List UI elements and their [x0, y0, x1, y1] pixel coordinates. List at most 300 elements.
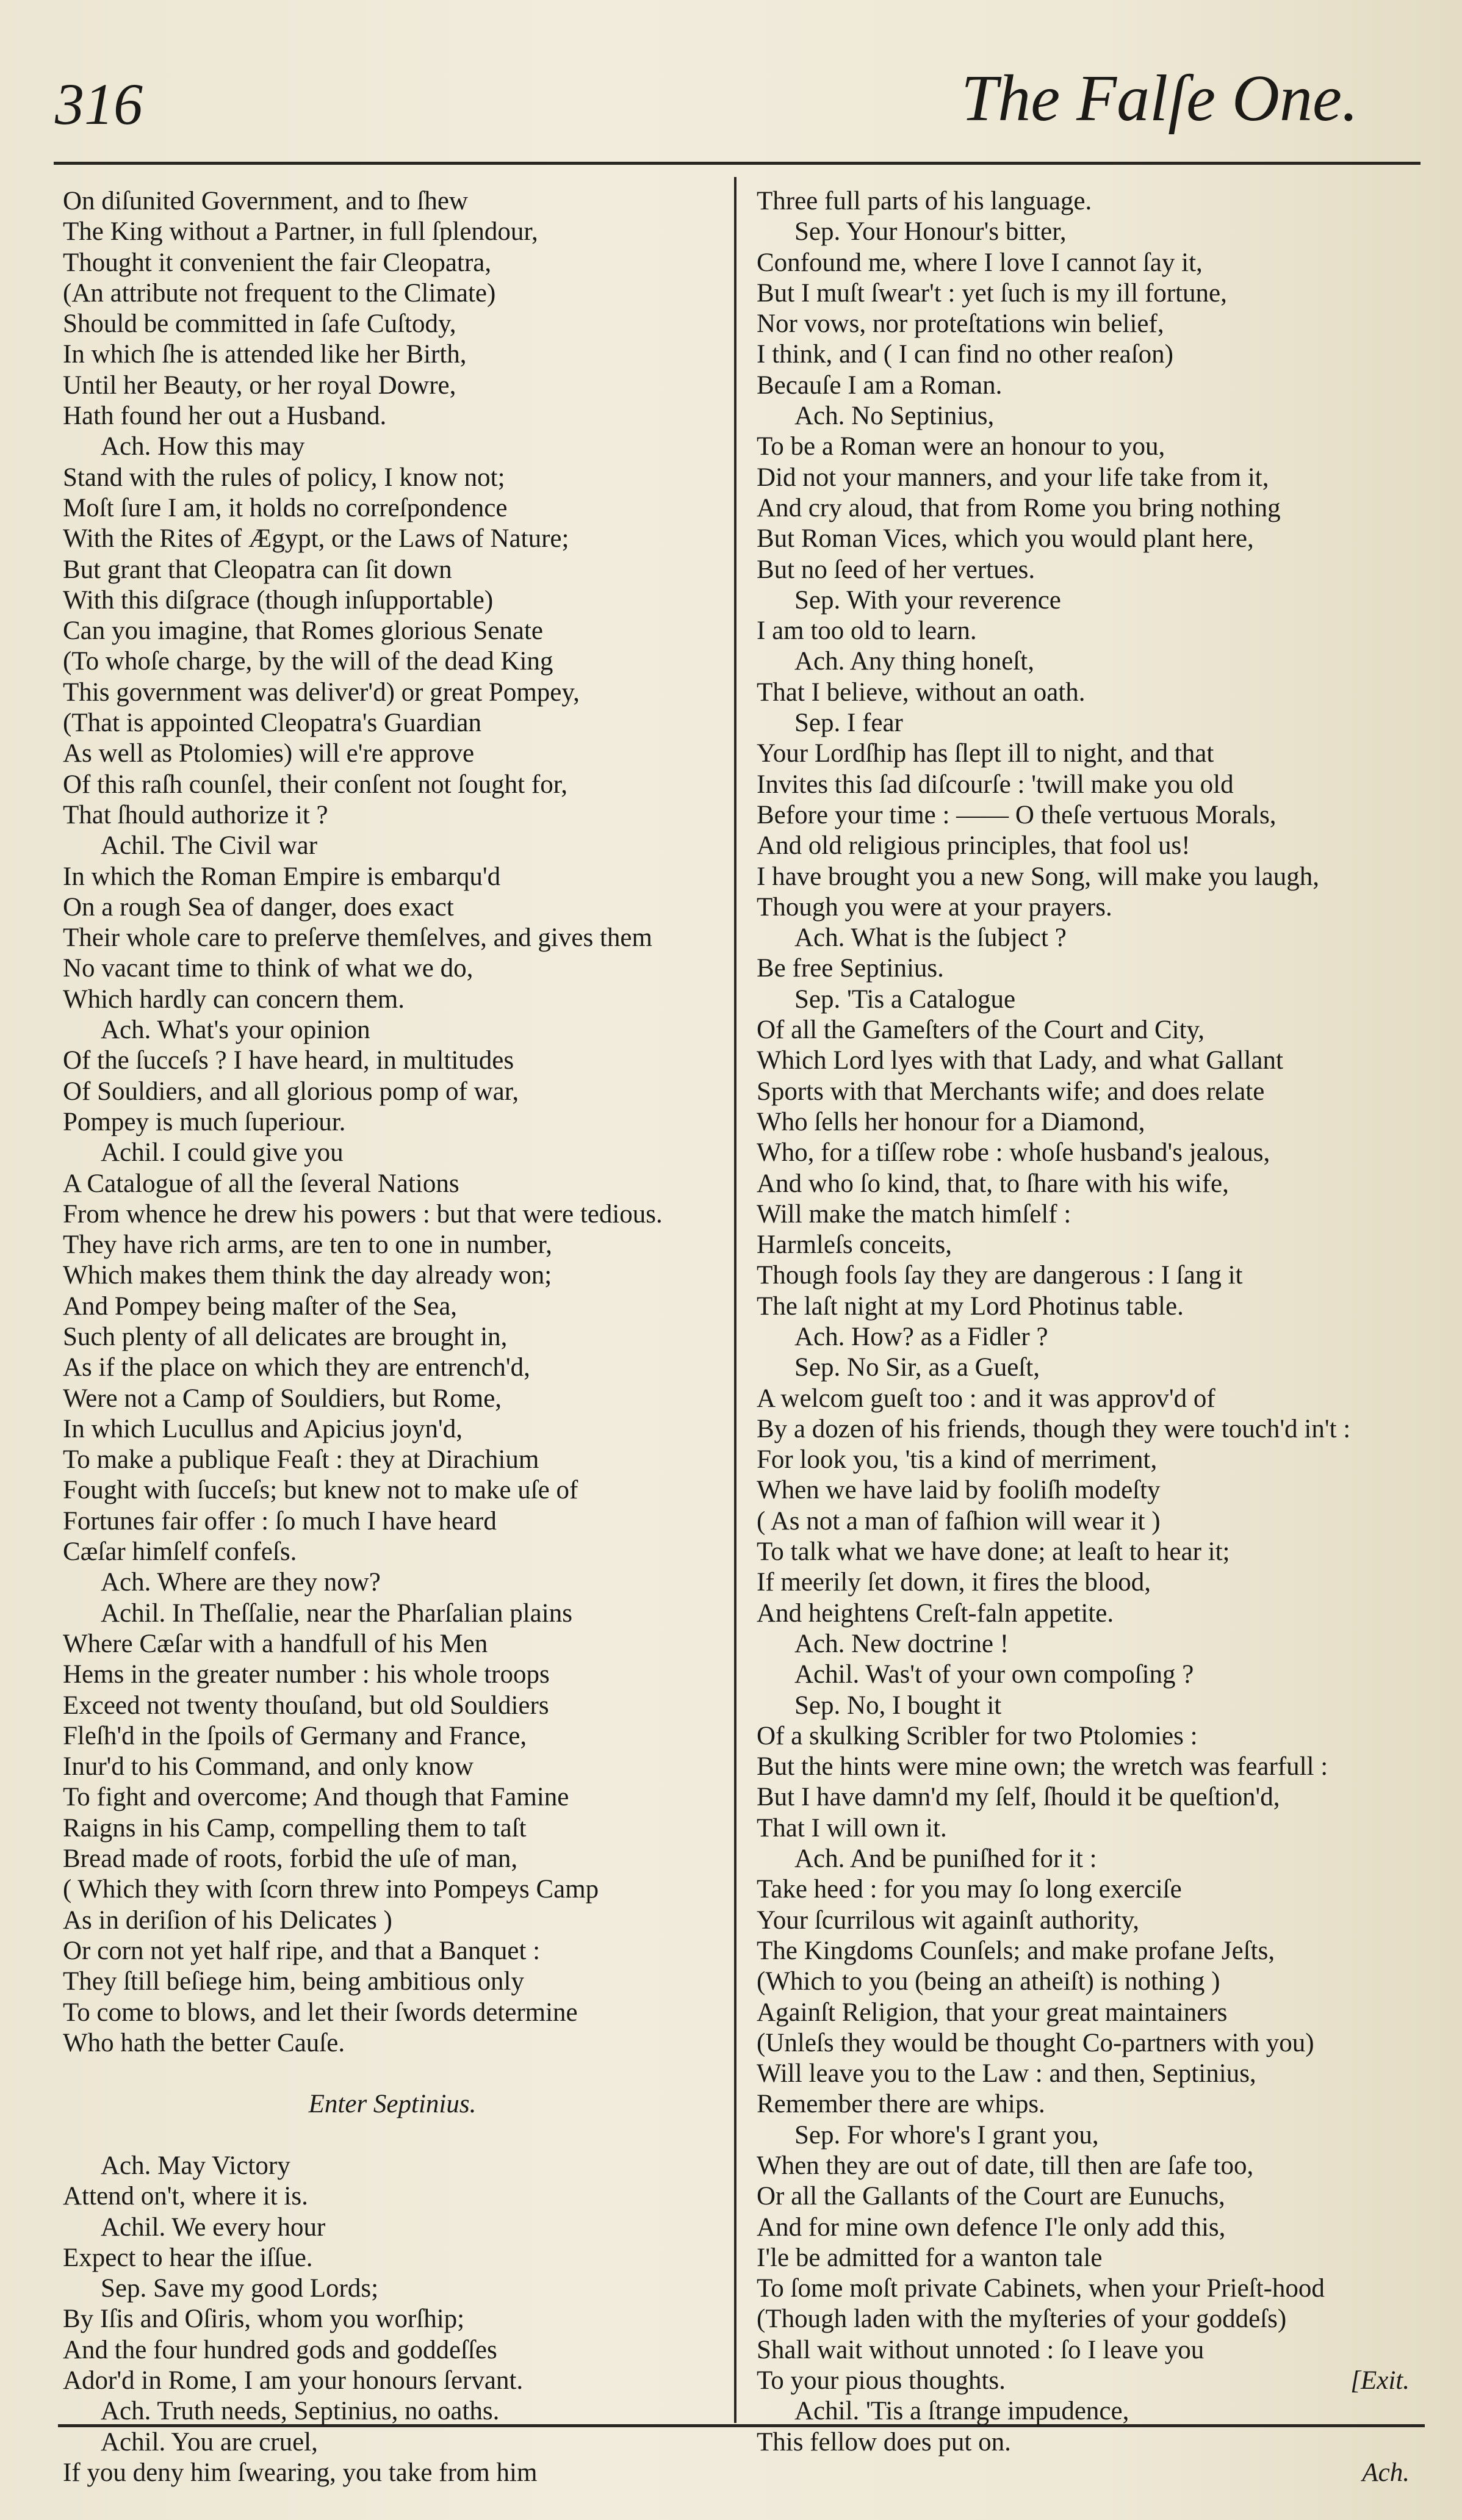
- line-text: Bread made of roots, forbid the uſe of man,: [63, 1844, 518, 1874]
- text-line: [63, 1138, 722, 1168]
- text-line: [63, 1291, 722, 1322]
- line-text: Becauſe I am a Roman.: [757, 370, 1003, 400]
- line-text: If you deny him ſwearing, you take from him: [63, 2458, 538, 2487]
- line-text: Be free Septinius.: [757, 954, 944, 983]
- text-line: [63, 370, 722, 401]
- line-text: Of the ſucceſs ? I have heard, in multitudes: [63, 1046, 514, 1075]
- text-line: [63, 616, 722, 646]
- text-line: [757, 1659, 1416, 1690]
- text-line: [757, 2120, 1416, 2151]
- line-text: And Pompey being maſter of the Sea,: [63, 1291, 458, 1321]
- text-line: [757, 1629, 1416, 1659]
- text-line: [757, 1998, 1416, 2028]
- line-text: This government was deliver'd) or great Pompey,: [63, 677, 580, 707]
- text-line: [63, 463, 722, 493]
- line-text: Ach. Where are they now?: [101, 1568, 381, 1597]
- line-text: They have rich arms, are ten to one in number,: [63, 1230, 552, 1260]
- text-line: [63, 1384, 722, 1414]
- line-text: Ach. Any thing honeſt,: [794, 647, 1034, 676]
- line-text: Enter Septinius.: [308, 2090, 477, 2119]
- text-line: [757, 401, 1416, 431]
- text-line: [757, 708, 1416, 738]
- line-text: Cæſar himſelf confeſs.: [63, 1537, 297, 1567]
- text-line: [63, 1874, 722, 1905]
- text-line: [757, 217, 1416, 247]
- text-line: [757, 493, 1416, 524]
- text-line: [757, 800, 1416, 831]
- text-line: [63, 1260, 722, 1291]
- text-line: [63, 1169, 722, 1199]
- line-text: Sports with that Merchants wife; and does relate: [757, 1077, 1265, 1106]
- text-line: [63, 2059, 722, 2089]
- column-divider: [734, 177, 736, 2423]
- text-line: [757, 2335, 1416, 2366]
- text-line: [757, 1752, 1416, 1782]
- text-line: [757, 1107, 1416, 1138]
- line-text: That I will own it.: [757, 1813, 947, 1843]
- text-line: [757, 278, 1416, 309]
- text-line: [757, 738, 1416, 769]
- line-text: Though you were at your prayers.: [757, 892, 1112, 922]
- text-line: [757, 339, 1416, 370]
- line-text: Were not a Camp of Souldiers, but Rome,: [63, 1384, 502, 1413]
- text-line: [757, 1169, 1416, 1199]
- line-text: Your Lordſhip has ſlept ill to night, and that: [757, 739, 1214, 768]
- line-text: I'le be admitted for a wanton tale: [757, 2243, 1103, 2272]
- line-text: Which hardly can concern them.: [63, 984, 405, 1014]
- text-line: [63, 770, 722, 800]
- text-line: [757, 1537, 1416, 1567]
- line-text: Ach. Truth needs, Septinius, no oaths.: [101, 2397, 500, 2426]
- line-text: To come to blows, and let their ſwords determine: [63, 1998, 578, 2027]
- line-text: Sep. I fear: [794, 709, 903, 738]
- text-line: [63, 2120, 722, 2151]
- text-line: [63, 1475, 722, 1506]
- line-text: Though fools ſay they are dangerous : I ſang it: [757, 1261, 1243, 1290]
- text-line: [63, 677, 722, 708]
- text-line: [757, 984, 1416, 1015]
- line-text: Hath found her out a Husband.: [63, 402, 387, 431]
- text-line: [63, 2335, 722, 2366]
- text-line: [63, 2273, 722, 2304]
- text-line: [757, 1015, 1416, 1045]
- text-line: [757, 1138, 1416, 1168]
- text-line: [63, 862, 722, 892]
- text-line: [757, 1475, 1416, 1506]
- line-text: Of all the Gameſters of the Court and City,: [757, 1016, 1205, 1045]
- text-line: [63, 217, 722, 247]
- line-text: Who, for a tiſſew robe : whoſe husband's jealous,: [757, 1138, 1270, 1168]
- line-text: Can you imagine, that Romes glorious Senate: [63, 616, 544, 646]
- text-line: [757, 2089, 1416, 2120]
- line-text: Who hath the better Cauſe.: [63, 2028, 345, 2057]
- text-line: [63, 339, 722, 370]
- line-text: Ach. How? as a Fidler ?: [794, 1322, 1048, 1351]
- line-text: Achil. Was't of your own compoſing ?: [794, 1660, 1194, 1689]
- text-line: [757, 1691, 1416, 1721]
- top-rule: [54, 162, 1421, 165]
- text-line: [63, 2212, 722, 2243]
- line-text: Until her Beauty, or her royal Dowre,: [63, 370, 456, 400]
- text-line: [757, 1813, 1416, 1844]
- text-line: [757, 1384, 1416, 1414]
- text-line: [63, 2366, 722, 2396]
- line-text: Will make the match himſelf :: [757, 1199, 1071, 1229]
- line-text: As if the place on which they are entrench'd,: [63, 1353, 530, 1382]
- line-text: With this diſgrace (though inſupportable): [63, 585, 494, 615]
- text-line: [63, 1199, 722, 1230]
- line-text: I have brought you a new Song, will make you laugh,: [757, 862, 1319, 891]
- line-text: Fought with ſucceſs; but knew not to make uſe of: [63, 1476, 578, 1505]
- line-text: Confound me, where I love I cannot ſay it,: [757, 248, 1203, 277]
- text-line: [757, 923, 1416, 953]
- line-text: And old religious principles, that fool us!: [757, 831, 1190, 861]
- line-text: In which ſhe is attended like her Birth,: [63, 340, 467, 369]
- text-line: [757, 2273, 1416, 2304]
- line-text: Of this raſh counſel, their conſent not ſought for,: [63, 770, 568, 799]
- line-text: In which Lucullus and Apicius joyn'd,: [63, 1414, 463, 1443]
- text-line: [757, 1230, 1416, 1260]
- text-line: [63, 1782, 722, 1813]
- line-text: Raigns in his Camp, compelling them to taſt: [63, 1813, 527, 1843]
- text-line: [63, 892, 722, 923]
- text-line: [63, 248, 722, 278]
- text-line: [63, 2304, 722, 2334]
- text-line: [757, 2304, 1416, 2334]
- text-line: [757, 463, 1416, 493]
- text-line: [757, 248, 1416, 278]
- line-text: The Kingdoms Counſels; and make profane Jeſts,: [757, 1936, 1275, 1965]
- line-text: Where Cæſar with a handfull of his Men: [63, 1629, 488, 1658]
- text-line: [757, 1598, 1416, 1629]
- line-text: On a rough Sea of danger, does exact: [63, 892, 454, 922]
- line-text: But I muſt ſwear't : yet ſuch is my ill fortune,: [757, 278, 1227, 308]
- text-line: [757, 186, 1416, 217]
- line-text: With the Rites of Ægypt, or the Laws of Nature;: [63, 524, 569, 554]
- line-text: Attend on't, where it is.: [63, 2182, 308, 2211]
- line-text: Nor vows, nor proteſtations win belief,: [757, 309, 1164, 339]
- line-text: As well as Ptolomies) will e're approve: [63, 739, 475, 768]
- line-text: And for mine own defence I'le only add this,: [757, 2212, 1226, 2242]
- text-line: [63, 1567, 722, 1598]
- line-text: (An attribute not frequent to the Climate): [63, 278, 496, 308]
- line-text: And the four hundred gods and goddeſſes: [63, 2335, 497, 2364]
- line-text: But Roman Vices, which you would plant here,: [757, 524, 1254, 554]
- text-line: [63, 1045, 722, 1076]
- exit-direction: [Exit.: [1350, 2366, 1410, 2395]
- line-text: (Though laden with the myſteries of your goddeſs): [757, 2305, 1287, 2334]
- text-line: [63, 1598, 722, 1629]
- text-line: [63, 953, 722, 984]
- line-text: Fleſh'd in the ſpoils of Germany and France,: [63, 1721, 527, 1750]
- line-text: To fight and overcome; And though that Famine: [63, 1783, 569, 1812]
- line-text: Will leave you to the Law : and then, Septinius,: [757, 2059, 1256, 2089]
- line-text: On diſunited Government, and to ſhew: [63, 187, 468, 215]
- text-line: [63, 1752, 722, 1782]
- line-text: Fortunes fair offer : ſo much I have heard: [63, 1506, 497, 1536]
- line-text: Ach. May Victory: [101, 2151, 290, 2180]
- line-text: Achil. We every hour: [101, 2212, 326, 2242]
- line-text: But the hints were mine own; the wretch was fearfull :: [757, 1752, 1328, 1782]
- text-line: [757, 953, 1416, 984]
- line-text: Sep. No Sir, as a Gueſt,: [794, 1353, 1040, 1382]
- line-text: Stand with the rules of policy, I know not;: [63, 463, 505, 492]
- text-line: [757, 2151, 1416, 2181]
- text-line: [757, 646, 1416, 677]
- text-line: [757, 1567, 1416, 1598]
- line-text: When we have laid by fooliſh modeſty: [757, 1476, 1161, 1505]
- line-text: The King without a Partner, in full ſplendour,: [63, 217, 538, 247]
- line-text: ( As not a man of faſhion will wear it ): [757, 1506, 1161, 1536]
- line-text: (To whoſe charge, by the will of the dead King: [63, 647, 553, 676]
- text-line: [757, 1874, 1416, 1905]
- text-line: [63, 1506, 722, 1537]
- text-line: [63, 2458, 722, 2488]
- line-text: To ſome moſt private Cabinets, when your Prieſt-hood: [757, 2274, 1325, 2303]
- text-line: [63, 1230, 722, 1260]
- line-text: Achil. In Theſſalie, near the Pharſalian plains: [101, 1598, 572, 1628]
- text-line: [63, 1721, 722, 1752]
- line-text: That ſhould authorize it ?: [63, 800, 328, 829]
- text-line: [63, 2427, 722, 2458]
- text-line: [757, 616, 1416, 646]
- text-line: [63, 646, 722, 677]
- text-line: [757, 2243, 1416, 2273]
- line-text: Achil. The Civil war: [101, 831, 318, 861]
- line-text: Invites this ſad diſcourſe : 'twill make you old: [757, 770, 1234, 799]
- line-text: Expect to hear the iſſue.: [63, 2243, 313, 2272]
- running-title: The Falſe One.: [961, 62, 1358, 135]
- line-text: Achil. 'Tis a ſtrange impudence,: [794, 2397, 1129, 2426]
- text-line: [757, 1077, 1416, 1107]
- left-column: [63, 186, 722, 2488]
- text-line: [757, 892, 1416, 923]
- line-text: But no ſeed of her vertues.: [757, 555, 1035, 584]
- line-text: But grant that Cleopatra can ſit down: [63, 555, 452, 584]
- text-line: [757, 1352, 1416, 1383]
- line-text: Thought it convenient the fair Cleopatra,: [63, 248, 492, 277]
- line-text: From whence he drew his powers : but that were tedious.: [63, 1199, 663, 1229]
- text-line: [757, 1199, 1416, 1230]
- text-line: [757, 2059, 1416, 2089]
- text-line: [63, 493, 722, 524]
- text-line: [757, 770, 1416, 800]
- line-text: Of a skulking Scribler for two Ptolomies :: [757, 1721, 1198, 1750]
- line-text: Pompey is much ſuperiour.: [63, 1107, 346, 1136]
- text-line: [757, 1905, 1416, 1936]
- text-line: [63, 1936, 722, 1966]
- line-text: Achil. You are cruel,: [101, 2427, 318, 2457]
- line-text: And cry aloud, that from Rome you bring nothing: [757, 493, 1281, 522]
- line-text: No vacant time to think of what we do,: [63, 954, 474, 983]
- text-line: [757, 585, 1416, 616]
- text-line: [63, 2243, 722, 2273]
- line-text: By Iſis and Oſiris, whom you worſhip;: [63, 2305, 465, 2334]
- line-text: In which the Roman Empire is embarqu'd: [63, 862, 501, 891]
- text-line: [63, 2181, 722, 2212]
- text-line: [63, 1659, 722, 1690]
- line-text: Which Lord lyes with that Lady, and what Gallant: [757, 1046, 1283, 1075]
- line-text: To talk what we have done; at leaſt to hear it;: [757, 1537, 1230, 1567]
- text-line: [63, 401, 722, 431]
- line-text: Did not your manners, and your life take from it,: [757, 463, 1269, 492]
- line-text: They ſtill beſiege him, being ambitious only: [63, 1967, 524, 1996]
- text-line: [63, 2028, 722, 2059]
- text-line: [757, 831, 1416, 861]
- page-number: 316: [55, 71, 143, 137]
- line-text: Sep. Save my good Lords;: [101, 2274, 379, 2303]
- line-text: For look you, 'tis a kind of merriment,: [757, 1445, 1158, 1475]
- text-line: [757, 309, 1416, 339]
- line-text: Ach. What is the ſubject ?: [794, 923, 1067, 953]
- line-text: Sep. For whore's I grant you,: [794, 2120, 1099, 2150]
- line-text: Sep. Your Honour's bitter,: [794, 217, 1067, 247]
- line-text: Achil. I could give you: [101, 1138, 344, 1168]
- text-line: [757, 1322, 1416, 1352]
- text-line: [757, 1844, 1416, 1874]
- line-text: (Unleſs they would be thought Co-partners with you): [757, 2028, 1314, 2057]
- text-line: [757, 862, 1416, 892]
- line-text: To make a publique Feaſt : they at Dirachium: [63, 1445, 539, 1475]
- line-text: Exceed not twenty thouſand, but old Souldiers: [63, 1691, 549, 1720]
- line-text: Three full parts of his language.: [757, 187, 1092, 215]
- text-line: [757, 431, 1416, 462]
- line-text: Their whole care to preſerve themſelves, and gives them: [63, 923, 652, 953]
- right-column: [757, 186, 1416, 2488]
- line-text: Take heed : for you may ſo long exerciſe: [757, 1875, 1182, 1904]
- text-line: [757, 1721, 1416, 1752]
- text-line: [757, 1414, 1416, 1445]
- text-line: [757, 2212, 1416, 2243]
- text-line: [63, 1998, 722, 2028]
- text-line: [63, 1905, 722, 1936]
- line-text: Inur'd to his Command, and only know: [63, 1752, 474, 1782]
- text-line: [63, 585, 722, 616]
- line-text: Sep. 'Tis a Catalogue: [794, 984, 1016, 1014]
- text-line: [757, 1291, 1416, 1322]
- text-line: [757, 524, 1416, 554]
- text-line: [757, 677, 1416, 708]
- line-text: Sep. With your reverence: [794, 585, 1061, 615]
- text-line: [63, 1537, 722, 1567]
- line-text: Againſt Religion, that your great maintainers: [757, 1998, 1228, 2027]
- text-line: [63, 1107, 722, 1138]
- text-line: [63, 1445, 722, 1475]
- text-line: [757, 1045, 1416, 1076]
- line-text: Before your time : —— O theſe vertuous Morals,: [757, 800, 1277, 829]
- line-text: Your ſcurrilous wit againſt authority,: [757, 1905, 1140, 1935]
- line-text: Ach. And be puniſhed for it :: [794, 1844, 1097, 1874]
- text-line: [63, 186, 722, 217]
- text-line: [63, 1844, 722, 1874]
- text-line: [757, 1782, 1416, 1813]
- text-line: [757, 2396, 1416, 2427]
- text-line: [757, 1506, 1416, 1537]
- text-line: [757, 555, 1416, 585]
- line-text: A welcom gueſt too : and it was approv'd of: [757, 1384, 1215, 1413]
- text-line: [63, 524, 722, 554]
- line-text: I think, and ( I can find no other reaſon): [757, 340, 1173, 369]
- text-line: [63, 2089, 722, 2120]
- line-text: If meerily ſet down, it fires the blood,: [757, 1568, 1151, 1597]
- text-line: [757, 1936, 1416, 1966]
- line-text: Ador'd in Rome, I am your honours ſervant.: [63, 2366, 524, 2395]
- text-line: [63, 431, 722, 462]
- line-text: Ach. New doctrine !: [794, 1629, 1009, 1658]
- line-text: (Which to you (being an atheiſt) is nothing ): [757, 1967, 1220, 1996]
- line-text: As in deriſion of his Delicates ): [63, 1905, 392, 1935]
- text-line: [757, 2366, 1416, 2396]
- line-text: Sep. No, I bought it: [794, 1691, 1002, 1720]
- text-line: [63, 309, 722, 339]
- line-text: Which makes them think the day already won;: [63, 1261, 552, 1290]
- text-line: [63, 923, 722, 953]
- line-text: Or all the Gallants of the Court are Eunuchs,: [757, 2182, 1225, 2211]
- text-line: [63, 708, 722, 738]
- line-text: Who ſells her honour for a Diamond,: [757, 1107, 1145, 1136]
- text-line: [757, 2028, 1416, 2059]
- line-text: Shall wait without unnoted : ſo I leave you: [757, 2335, 1205, 2364]
- line-text: Remember there are whips.: [757, 2090, 1045, 2119]
- line-text: ( Which they with ſcorn threw into Pompeys Camp: [63, 1875, 599, 1904]
- line-text: Should be committed in ſafe Cuſtody,: [63, 309, 456, 339]
- text-line: [63, 555, 722, 585]
- line-text: Ach. What's your opinion: [101, 1016, 370, 1045]
- line-text: Ach. No Septinius,: [794, 402, 995, 431]
- line-text: Harmleſs conceits,: [757, 1230, 952, 1260]
- text-line: [757, 2181, 1416, 2212]
- line-text: A Catalogue of all the ſeveral Nations: [63, 1169, 459, 1198]
- text-line: [63, 1414, 722, 1445]
- line-text: (That is appointed Cleopatra's Guardian: [63, 709, 481, 738]
- line-text: Hems in the greater number : his whole troops: [63, 1660, 550, 1689]
- line-text: By a dozen of his friends, though they were touch'd in't :: [757, 1414, 1351, 1443]
- line-text: Such plenty of all delicates are brought in,: [63, 1322, 508, 1351]
- text-line: [63, 2151, 722, 2181]
- line-text: But I have damn'd my ſelf, ſhould it be queſtion'd,: [757, 1783, 1280, 1812]
- text-line: [757, 370, 1416, 401]
- text-line: [63, 1352, 722, 1383]
- line-text: Or corn not yet half ripe, and that a Banquet :: [63, 1936, 541, 1965]
- text-line: [63, 984, 722, 1015]
- text-line: [63, 800, 722, 831]
- text-line: [63, 2396, 722, 2427]
- line-text: To your pious thoughts.: [757, 2366, 1006, 2395]
- line-text: And heightens Creſt-faln appetite.: [757, 1598, 1114, 1628]
- line-text: Ach. How this may: [101, 432, 305, 461]
- text-line: [63, 278, 722, 309]
- text-line: [63, 1077, 722, 1107]
- text-line: [757, 1445, 1416, 1475]
- line-text: That I believe, without an oath.: [757, 677, 1086, 707]
- line-text: To be a Roman were an honour to you,: [757, 432, 1165, 461]
- line-text: This fellow does put on.: [757, 2427, 1011, 2457]
- text-line: [63, 1691, 722, 1721]
- text-line: [757, 2427, 1416, 2458]
- text-line: [63, 1629, 722, 1659]
- line-text: I am too old to learn.: [757, 616, 977, 646]
- line-text: The laſt night at my Lord Photinus table.: [757, 1291, 1184, 1321]
- text-line: [63, 1015, 722, 1045]
- line-text: Moſt ſure I am, it holds no correſpondence: [63, 493, 508, 522]
- line-text: Of Souldiers, and all glorious pomp of war,: [63, 1077, 519, 1106]
- text-line: [63, 738, 722, 769]
- text-line: [63, 1813, 722, 1844]
- text-line: [63, 831, 722, 861]
- line-text: When they are out of date, till then are ſafe too,: [757, 2151, 1254, 2180]
- text-line: [757, 1260, 1416, 1291]
- text-line: [63, 1966, 722, 1997]
